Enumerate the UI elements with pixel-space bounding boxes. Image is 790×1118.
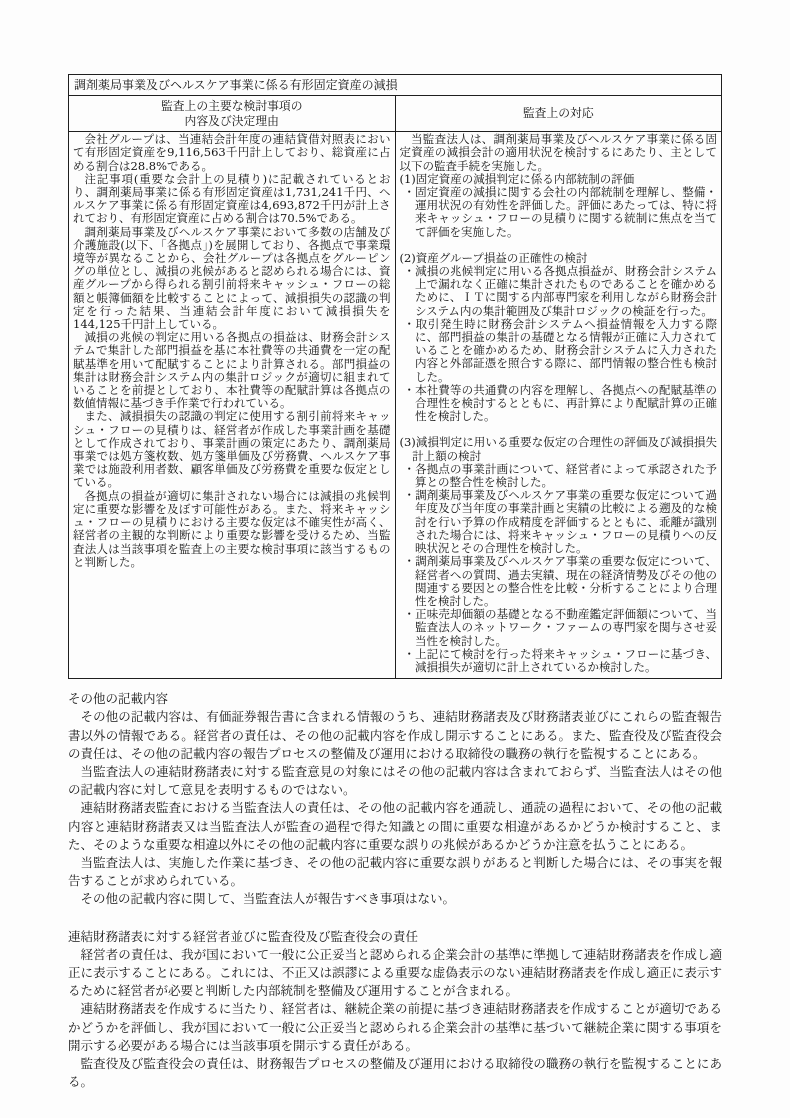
kam-procedure-bullet: ・固定資産の減損に関する会社の内部統制を理解し、整備・運用状況の有効性を評価した。評価にあたっては、特に将来キャッシュ・フローの見積りに関する統制に焦点を当てて評価を実施した。 xyxy=(403,185,717,239)
kam-left-paragraph: 調剤薬局事業及びヘルスケア事業において多数の店舗及び介護施設(以下、「各拠点」)を展開しており、各拠点で事業環境等が異なることから、会社グループは各拠点をグルーピングの単位とし、減損の兆候があると認められる場合には、資産グループから得られる割引前将来キャッシュ・フローの総額と帳簿価額を比較することによって、減損損失の認識の判定を行った結果、当連結会計年度において減損損失を144,125千円計上している。 xyxy=(73,224,391,332)
kam-left-paragraph: 会社グループは、当連結会計年度の連結貸借対照表において有形固定資産を9,116,563千円計上しており、総資産に占める割合は28.8%である。 xyxy=(73,132,391,173)
key-audit-matter-table xyxy=(68,74,722,679)
section-paragraph: その他の記載内容に関して、当監査法人が報告すべき事項はない。 xyxy=(80,891,456,907)
section-heading: その他の記載内容 xyxy=(68,691,169,707)
kam-procedure-bullet: ・取引発生時に財務会計システムへ損益情報を入力する際に、部門損益の集計の基礎となる情報が正確に入力されていることを確かめるため、財務会計システムに入力された内容と外部証憑を照合する際に、部門情報の整合性も検討した。 xyxy=(403,316,717,384)
kam-header-row xyxy=(69,96,722,132)
kam-title: 調剤薬局事業及びヘルスケア事業に係る有形固定資産の減損 xyxy=(69,75,722,96)
report-section xyxy=(68,690,722,908)
kam-procedure-bullet: ・上記にて検討を行った将来キャッシュ・フローに基づき、減損損失が適切に計上されているか検討した。 xyxy=(403,646,717,674)
kam-left-paragraph: また、減損損失の認識の判定に使用する割引前将来キャッシュ・フローの見積りは、経営者が作成した事業計画を基礎として作成されており、事業計画の策定にあたり、調剤薬局事業では処方箋枚数、処方箋単価及び労務費、ヘルスケア事業では施設利用者数、顧客単価及び労務費を重要な仮定としている。 xyxy=(73,409,391,490)
section-paragraph: 経営者の責任は、我が国において一般に公正妥当と認められる企業会計の基準に準拠して連結財務諸表を作成し適正に表示することにある。これには、不正又は誤謬による重要な虚偽表示のない連結財務諸表を作成し適正に表示するために経営者が必要と判断した内部統制を整備及び運用することが含まれる。 xyxy=(68,946,722,999)
kam-right-intro: 当監査法人は、調剤薬局事業及びヘルスケア事業に係る固定資産の減損会計の適用状況を検討するにあたり、主として以下の監査手続を実施した。 xyxy=(399,132,717,173)
section-paragraph: 監査役及び監査役会の責任は、財務報告プロセスの整備及び運用における取締役の職務の執行を監視することにある。 xyxy=(68,1055,722,1090)
kam-left-cell xyxy=(69,132,396,679)
kam-procedure-bullet: ・各拠点の事業計画について、経営者によって承認された予算との整合性を検討した。 xyxy=(403,461,717,490)
kam-procedure-heading: (3)減損判定に用いる重要な仮定の合理性の評価及び減損損失計上額の検討 xyxy=(399,435,717,463)
kam-procedure-bullet: ・正味売却価額の基礎となる不動産鑑定評価額について、当監査法人のネットワーク・ファームの専門家を関与させ妥当性を検討した。 xyxy=(403,607,717,648)
report-section xyxy=(68,928,722,1092)
kam-left-paragraph: 各拠点の損益が適切に集計されない場合には減損の兆候判定に重要な影響を及ぼす可能性がある。また、将来キャッシュ・フローの見積りにおける主要な仮定は不確実性が高く、経営者の主観的な判断により重要な影響を受けるため、当監査法人は当該事項を監査上の主要な検討事項に該当するものと判断した。 xyxy=(73,488,391,569)
section-paragraph: その他の記載内容は、有価証券報告書に含まれる情報のうち、連結財務諸表及び財務諸表並びにこれらの監査報告書以外の情報である。経営者の責任は、その他の記載内容を作成し開示することにある。また、監査役及び監査役会の責任は、その他の記載内容の報告プロセスの整備及び運用における取締役の職務の執行を監視することにある。 xyxy=(68,709,722,761)
kam-body-row xyxy=(69,132,722,679)
kam-procedure-bullet: ・本社費等の共通費の内容を理解し、各拠点への配賦基準の合理性を検討するとともに、再計算により配賦計算の正確性を検討した。 xyxy=(403,382,717,424)
kam-procedure xyxy=(400,436,718,674)
kam-procedure-heading: (1)固定資産の減損判定に係る内部統制の評価 xyxy=(399,171,635,186)
kam-left-paragraph: 減損の兆候の判定に用いる各拠点の損益は、財務会計システムで集計した部門損益を基に本社費等の共通費を一定の配賦基準を用いて配賦することにより計算される。部門損益の集計は財務会計システム内の集計ロジックが適切に組まれていることを前提としており、本社費等の配賦計算は各拠点の数値情報に基づき手作業で行われている。 xyxy=(73,330,391,411)
kam-right-cell xyxy=(395,132,722,679)
kam-header-right: 監査上の対応 xyxy=(395,96,722,132)
kam-procedure xyxy=(400,252,718,424)
section-paragraph: 当監査法人は、実施した作業に基づき、その他の記載内容に重要な誤りがあると判断した場合には、その事実を報告することが求められている。 xyxy=(68,854,722,889)
kam-procedure-bullet: ・調剤薬局事業及びヘルスケア事業の重要な仮定について過年度及び当年度の事業計画と実績の比較による遡及的な検討を行い予算の作成精度を評価するとともに、乖離が識別された場合には、将来キャッシュ・フローの見積りへの反映状況とその合理性を検討した。 xyxy=(403,488,717,556)
section-paragraph: 連結財務諸表監査における当監査法人の責任は、その他の記載内容を通読し、通読の過程において、その他の記載内容と連結財務諸表又は当監査法人が監査の過程で得た知識との間に重要な相違があるかどうか検討すること、また、そのような重要な相違以外にその他の記載内容に重要な誤りの兆候があるかどうか注意を払うことにある。 xyxy=(68,800,722,852)
kam-title-row xyxy=(69,75,722,96)
kam-procedure-heading: (2)資産グループ損益の正確性の検討 xyxy=(399,250,588,265)
kam-header-left-line2: 内容及び決定理由 xyxy=(184,113,279,128)
kam-header-left xyxy=(69,96,396,132)
kam-header-left-line1: 監査上の主要な検討事項の xyxy=(160,99,303,114)
report-sections xyxy=(68,690,722,1091)
kam-procedure xyxy=(400,173,718,239)
section-paragraph: 連結財務諸表を作成するに当たり、経営者は、継続企業の前提に基づき連結財務諸表を作成することが適切であるかどうかを評価し、我が国において一般に公正妥当と認められる企業会計の基準に基づいて継続企業に関する事項を開示する必要がある場合には当該事項を開示する責任がある。 xyxy=(68,1001,722,1053)
kam-procedure-bullet: ・調剤薬局事業及びヘルスケア事業の重要な仮定について、経営者への質問、過去実績、現在の経済情勢及びその他の関連する要因との整合性を比較・分析することにより合理性を検討した。 xyxy=(403,554,717,608)
section-paragraph: 当監査法人の連結財務諸表に対する監査意見の対象にはその他の記載内容は含まれておらず、当監査法人はその他の記載内容に対して意見を表明するものではない。 xyxy=(68,763,722,798)
kam-left-paragraph: 注記事項(重要な会計上の見積り)に記載されているとおり、調剤薬局事業に係る有形固定資産は1,731,241千円、ヘルスケア事業に係る有形固定資産は4,693,872千円が計上されており、有形固定資産に占める割合は70.5%である。 xyxy=(73,171,391,226)
kam-procedure-bullet: ・減損の兆候判定に用いる各拠点損益が、財務会計システム上で漏れなく正確に集計されたものであることを確かめるために、ＩＴに関する内部専門家を利用しながら財務会計システム内の集計範囲及び集計ロジックの検証を行った。 xyxy=(403,264,717,318)
section-heading: 連結財務諸表に対する経営者並びに監査役及び監査役会の責任 xyxy=(68,928,419,944)
